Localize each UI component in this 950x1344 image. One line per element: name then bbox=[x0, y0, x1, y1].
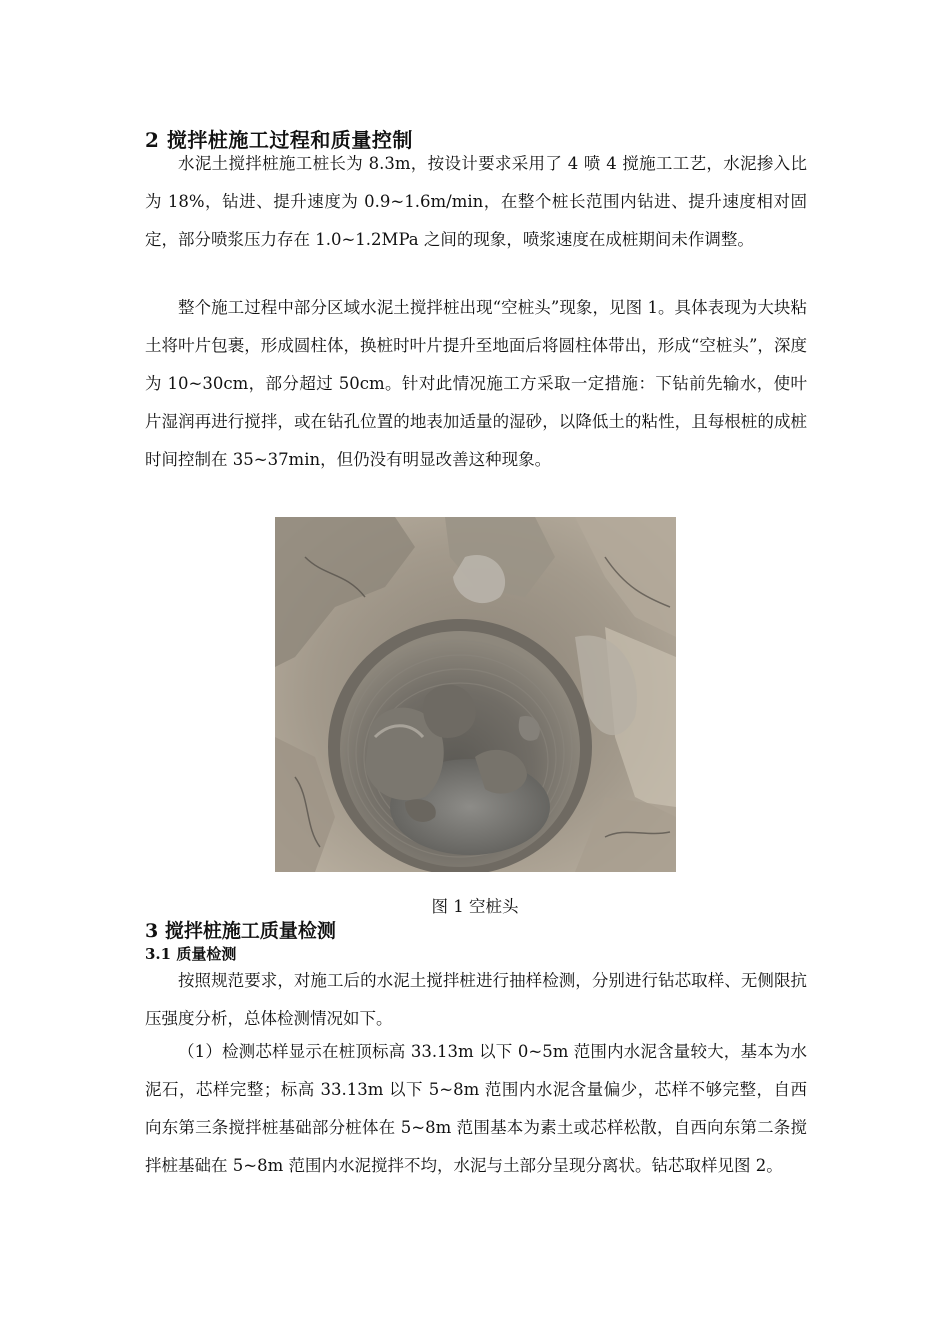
figure-1-caption: 图 1 空桩头 bbox=[431, 897, 519, 916]
section-3-paragraph-2: （1）检测芯样显示在桩顶标高 33.13m 以下 0~5m 范围内水泥含量较大，基本为水泥石，芯样完整；标高 33.13m 以下 5~8m 范围内水泥含量偏少，芯样不够完整，自西向东第三条搅拌桩基础部分桩体在 5~8m 范围基本为素土或芯样松散，自西向东第二条搅拌桩基础在 5~8m 范围内水泥搅拌不均，水泥与土部分呈现分离状。钻芯取样见图 2。 bbox=[145, 1042, 807, 1175]
figure-1-photo bbox=[275, 517, 676, 872]
section-3-paragraph-1: 按照规范要求，对施工后的水泥土搅拌桩进行抽样检测，分别进行钻芯取样、无侧限抗压强度分析，总体检测情况如下。 bbox=[145, 971, 807, 1028]
section-3-1-heading: 3.1 质量检测 bbox=[145, 945, 237, 963]
empty-pile-head-photo bbox=[275, 517, 676, 872]
section-2-heading: 2 搅拌桩施工过程和质量控制 bbox=[145, 128, 413, 152]
section-2-paragraph-2: 整个施工过程中部分区域水泥土搅拌桩出现“空桩头”现象，见图 1。具体表现为大块粘土将叶片包裹，形成圆柱体，换桩时叶片提升至地面后将圆柱体带出，形成“空桩头”，深度为 10~30cm，部分超过 50cm。针对此情况施工方采取一定措施：下钻前先输水，使叶片湿润再进行搅拌，或在钻孔位置的地表加适量的湿砂，以降低土的粘性，且每根桩的成桩时间控制在 35~37min，但仍没有明显改善这种现象。 bbox=[145, 298, 807, 469]
section-2-paragraph-1: 水泥土搅拌桩施工桩长为 8.3m，按设计要求采用了 4 喷 4 搅施工工艺，水泥掺入比为 18%，钻进、提升速度为 0.9~1.6m/min，在整个桩长范围内钻进、提升速度相对固定，部分喷浆压力存在 1.0~1.2MPa 之间的现象，喷浆速度在成桩期间未作调整。 bbox=[145, 154, 807, 249]
section-3-heading: 3 搅拌桩施工质量检测 bbox=[145, 920, 336, 942]
